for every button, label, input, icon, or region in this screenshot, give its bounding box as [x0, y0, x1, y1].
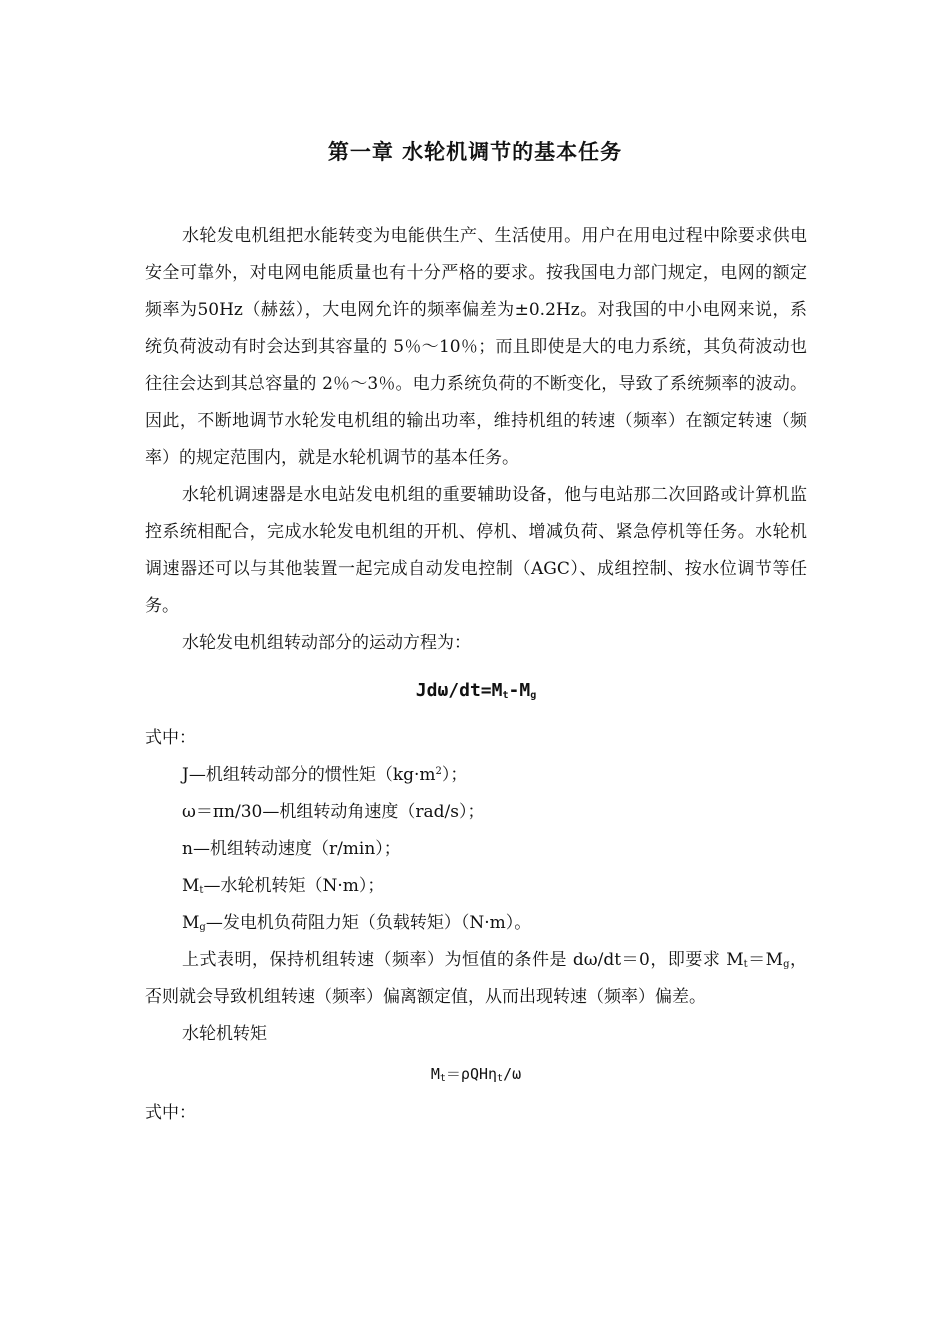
paragraph-turbine-torque: 水轮机转矩	[182, 1024, 267, 1044]
motion-equation: Jdω/$dt=M_t-M_g$	[415, 680, 537, 701]
chapter-title: 第一章 水轮机调节的基本任务	[327, 140, 623, 164]
definition-mg: $M_g—$发电机负荷阻力矩（负载转矩）（N·m）。	[182, 913, 532, 933]
definition-omega: ω＝πn/30—机组转动角速度（rad/s）；	[182, 802, 485, 822]
torque-equation: $M_t=\rho QH\eta_t/\omega$	[430, 1065, 522, 1084]
definition-mt: $M_t—$水轮机转矩（N·m）；	[182, 876, 385, 896]
paragraph-motion-equation-intro: 水轮发电机组转动部分的运动方程为：	[182, 633, 471, 653]
body-text	[145, 218, 807, 1132]
definition-n: n—机组转动速度（r/min）；	[182, 839, 401, 859]
where-label-2: 式中：	[145, 1103, 196, 1123]
definition-j: J—机组转动部分的惯性矩$(kg\cdot m^2)$；	[182, 765, 468, 785]
paragraph-constant-speed-condition: 上式表明，保持机组转速（频率）为恒值的条件是 dω/dt＝0，即要求 $M_t=M_g$，否则就会导致机组转速（频率）偏离额定值，从而出现转速（频率）偏差。	[145, 950, 807, 1007]
where-label: 式中：	[145, 728, 196, 748]
paragraph-governor-role: 水轮机调速器是水电站发电机组的重要辅助设备，他与电站那二次回路或计算机监控系统相配合，完成水轮发电机组的开机、停机、增减负荷、紧急停机等任务。水轮机调速器还可以与其他装置一起完成自动发电控制（AGC）、成组控制、按水位调节等任务。	[145, 485, 807, 616]
paragraph-frequency-task: 水轮发电机组把水能转变为电能供生产、生活使用。用户在用电过程中除要求供电安全可靠外，对电网电能质量也有十分严格的要求。按我国电力部门规定，电网的额定频率为50Hz（赫兹），大电网允许的频率偏差为±0.2Hz。对我国的中小电网来说，系统负荷波动有时会达到其容量的 5％～10％；而且即使是大的电力系统，其负荷波动也往往会达到其总容量的 2％～3％。电力系统负荷的不断变化，导致了系统频率的波动。因此，不断地调节水轮发电机组的输出功率，维持机组的转速（频率）在额定转速（频率）的规定范围内，就是水轮机调节的基本任务。	[145, 226, 807, 468]
